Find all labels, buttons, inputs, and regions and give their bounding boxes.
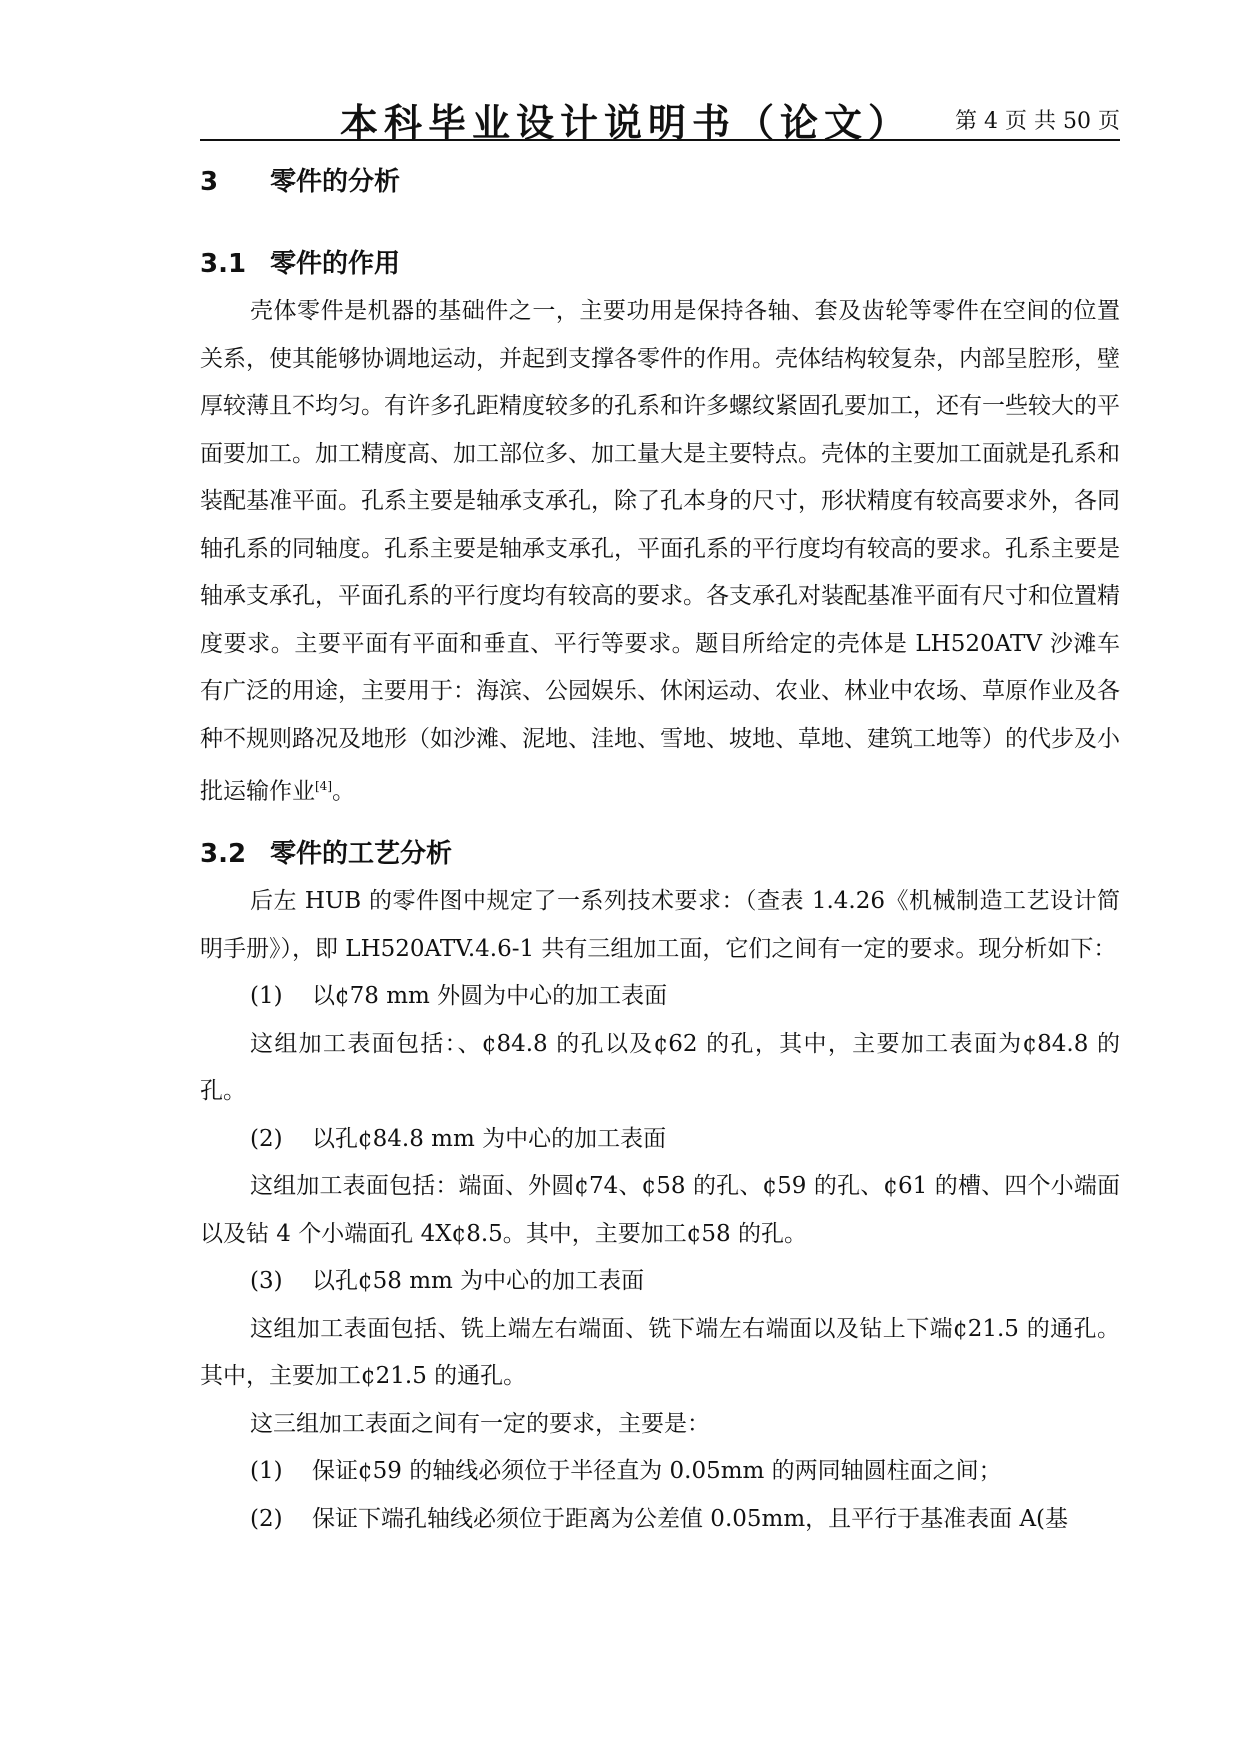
paragraph: 这三组加工表面之间有一定的要求，主要是： — [250, 1410, 710, 1437]
page-number: 第 4 页 共 50 页 — [955, 109, 1120, 134]
section-title: 零件的分析 — [270, 167, 401, 197]
paragraph: 这组加工表面包括：端面、外圆¢74、¢58 的孔、¢59 的孔、¢61 的槽、四个小端面以及钻 4 个小端面孔 4X¢8.5。其中，主要加工¢58 的孔。 — [200, 1173, 1120, 1247]
document-title: 本科毕业设计说明书（论文） — [340, 101, 913, 145]
citation: [4] — [315, 779, 332, 793]
list-item: (2) 保证下端孔轴线必须位于距离为公差值 0.05mm，且平行于基准表面 A(基 — [250, 1505, 1069, 1532]
paragraph: 这组加工表面包括：、¢84.8 的孔以及¢62 的孔，其中，主要加工表面为¢84.8 的孔。 — [200, 1030, 1120, 1105]
subsection-heading — [200, 830, 1120, 878]
paragraph: 这组加工表面包括、铣上端左右端面、铣下端左右端面以及钻上下端¢21.5 的通孔。其中，主要加工¢21.5 的通孔。 — [200, 1315, 1120, 1390]
list-item: (3) 以孔¢58 mm 为中心的加工表面 — [250, 1268, 645, 1295]
section-heading — [200, 158, 1120, 206]
section-number: 3 — [200, 167, 219, 197]
page-header — [200, 84, 1120, 145]
list-item: (1) 保证¢59 的轴线必须位于半径直为 0.05mm 的两同轴圆柱面之间； — [250, 1458, 1002, 1485]
subsection-title: 零件的工艺分析 — [270, 839, 453, 870]
paragraph: 壳体零件是机器的基础件之一，主要功用是保持各轴、套及齿轮等零件在空间的位置关系，使其能够协调地运动，并起到支撑各零件的作用。壳体结构较复杂，内部呈腔形，壁厚较薄且不均匀。有许多孔距精度较多的孔系和许多螺纹紧固孔要加工，还有一些较大的平面要加工。加工精度高、加工部位多、加工量大是主要特点。壳体的主要加工面就是孔系和装配基准平面。孔系主要是轴承支承孔，除了孔本身的尺寸，形状精度有较高要求外，各同轴孔系的同轴度。孔系主要是轴承支承孔，平面孔系的平行度均有较高的要求。孔系主要是轴承支承孔，平面孔系的平行度均有较高的要求。各支承孔对装配基准平面有尺寸和位置精度要求。主要平面有平面和垂直、平行等要求。题目所给定的壳体是 LH520ATV 沙滩车有广泛的用途，主要用于：海滨、公园娱乐、休闲运动、农业、林业中农场、草原作业及各种不规则路况及地形（如沙滩、泥地、洼地、雪地、坡地、草地、建筑工地等）的代步及小批运输作业[4]。 — [200, 298, 1120, 805]
page-body — [200, 150, 1120, 1543]
subsection-number: 3.1 — [200, 249, 247, 279]
list-item: (1) 以¢78 mm 外圆为中心的加工表面 — [250, 983, 668, 1010]
subsection-title: 零件的作用 — [270, 249, 401, 279]
header-divider — [200, 139, 1120, 141]
subsection-number: 3.2 — [200, 839, 247, 870]
subsection-heading — [200, 240, 1120, 288]
list-item: (2) 以孔¢84.8 mm 为中心的加工表面 — [250, 1125, 667, 1152]
paragraph: 后左 HUB 的零件图中规定了一系列技术要求：（查表 1.4.26《机械制造工艺设计简明手册》），即 LH520ATV.4.6-1 共有三组加工面，它们之间有一定的要求。现分析如下： — [200, 888, 1120, 962]
